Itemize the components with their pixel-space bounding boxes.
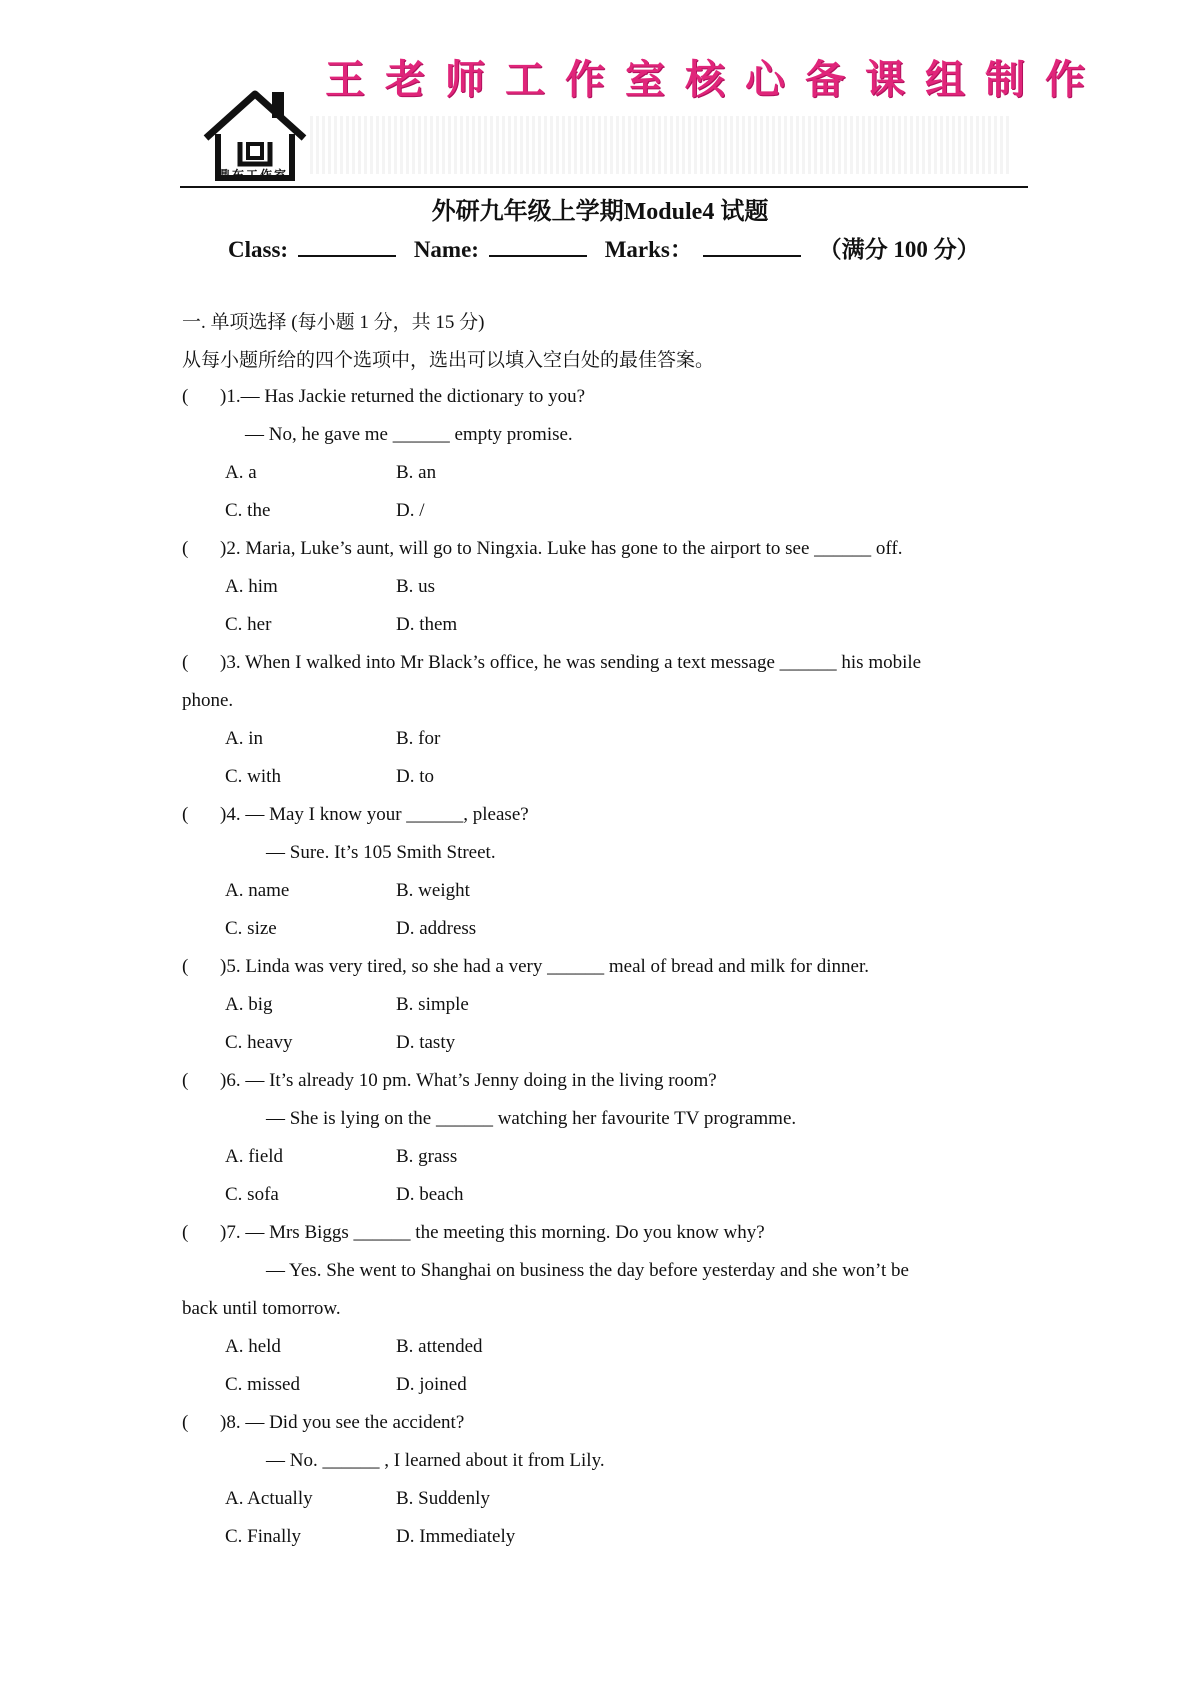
question-line: )1.— Has Jackie returned the dictionary to you? [220,386,586,407]
answer-paren[interactable]: ( [182,538,189,559]
student-info-line [228,231,980,264]
section-instruction: 从每小题所给的四个选项中，选出可以填入空白处的最佳答案。 [182,350,715,371]
answer-option: B. attended [396,1336,483,1357]
question-line: — Sure. It’s 105 Smith Street. [266,842,496,863]
class-label: Class: [228,237,289,262]
answer-option: A. in [225,728,263,749]
answer-option: A. a [225,462,257,483]
answer-paren[interactable]: ( [182,1070,189,1091]
answer-option: C. size [225,918,277,939]
answer-option: B. an [396,462,437,483]
answer-option: D. to [396,766,434,787]
answer-option: D. / [396,500,425,521]
answer-option: B. us [396,576,436,597]
question-line: phone. [182,690,234,711]
answer-option: B. for [396,728,441,749]
answer-option: B. simple [396,994,469,1015]
answer-option: A. field [225,1146,284,1167]
answer-paren[interactable]: ( [182,652,189,673]
answer-paren[interactable]: ( [182,1222,189,1243]
question-line: — No. ______ , I learned about it from Lily. [266,1450,605,1471]
banner-background [310,116,1010,174]
question-line: )2. Maria, Luke’s aunt, will go to Ningxia. Luke has gone to the airport to see ______ off. [220,538,903,559]
question-line: )8. — Did you see the accident? [220,1412,465,1433]
logo-caption: 鼎东工作室 [217,168,288,182]
class-blank[interactable] [298,237,396,257]
answer-option: C. missed [225,1374,300,1395]
answer-option: A. him [225,576,278,597]
question-line: )3. When I walked into Mr Black’s office, he was sending a text message ______ his mobile [220,652,922,673]
question-line: — No, he gave me ______ empty promise. [245,424,573,445]
answer-option: A. name [225,880,290,901]
marks-label: Marks： [604,237,693,262]
page-title: 外研九年级上学期Module4 试题 [431,199,769,225]
section-heading: 一. 单项选择 (每小题 1 分，共 15 分) [182,312,485,333]
header-rule [180,186,1028,188]
question-line: back until tomorrow. [182,1298,341,1319]
answer-option: C. heavy [225,1032,293,1053]
banner-text: 王老师工作室核心备课组制作 [325,57,1105,103]
question-line: — Yes. She went to Shanghai on business the day before yesterday and she won’t be [266,1260,909,1281]
answer-option: D. beach [396,1184,464,1205]
answer-option: C. Finally [225,1526,302,1547]
answer-option: A. Actually [225,1488,313,1509]
total-score: （满分 100 分） [818,237,980,262]
question-line: )4. — May I know your ______, please? [220,804,529,825]
answer-option: C. the [225,500,271,521]
answer-option: D. Immediately [396,1526,516,1547]
question-line: — She is lying on the ______ watching her favourite TV programme. [266,1108,797,1129]
answer-option: B. Suddenly [396,1488,490,1509]
name-blank[interactable] [489,237,587,257]
answer-option: A. big [225,994,273,1015]
answer-option: B. weight [396,880,470,901]
name-label: Name: [413,237,479,262]
answer-paren[interactable]: ( [182,956,189,977]
question-line: )7. — Mrs Biggs ______ the meeting this morning. Do you know why? [220,1222,765,1243]
answer-option: D. address [396,918,477,939]
answer-option: D. tasty [396,1032,456,1053]
answer-paren[interactable]: ( [182,804,189,825]
question-line: )5. Linda was very tired, so she had a very ______ meal of bread and milk for dinner. [220,956,869,977]
answer-paren[interactable]: ( [182,1412,189,1433]
answer-option: B. grass [396,1146,458,1167]
answer-option: C. with [225,766,281,787]
answer-option: D. joined [396,1374,467,1395]
answer-option: C. sofa [225,1184,279,1205]
answer-option: C. her [225,614,272,635]
marks-blank[interactable] [703,237,801,257]
question-line: )6. — It’s already 10 pm. What’s Jenny doing in the living room? [220,1070,717,1091]
answer-option: A. held [225,1336,281,1357]
answer-paren[interactable]: ( [182,386,189,407]
answer-option: D. them [396,614,458,635]
